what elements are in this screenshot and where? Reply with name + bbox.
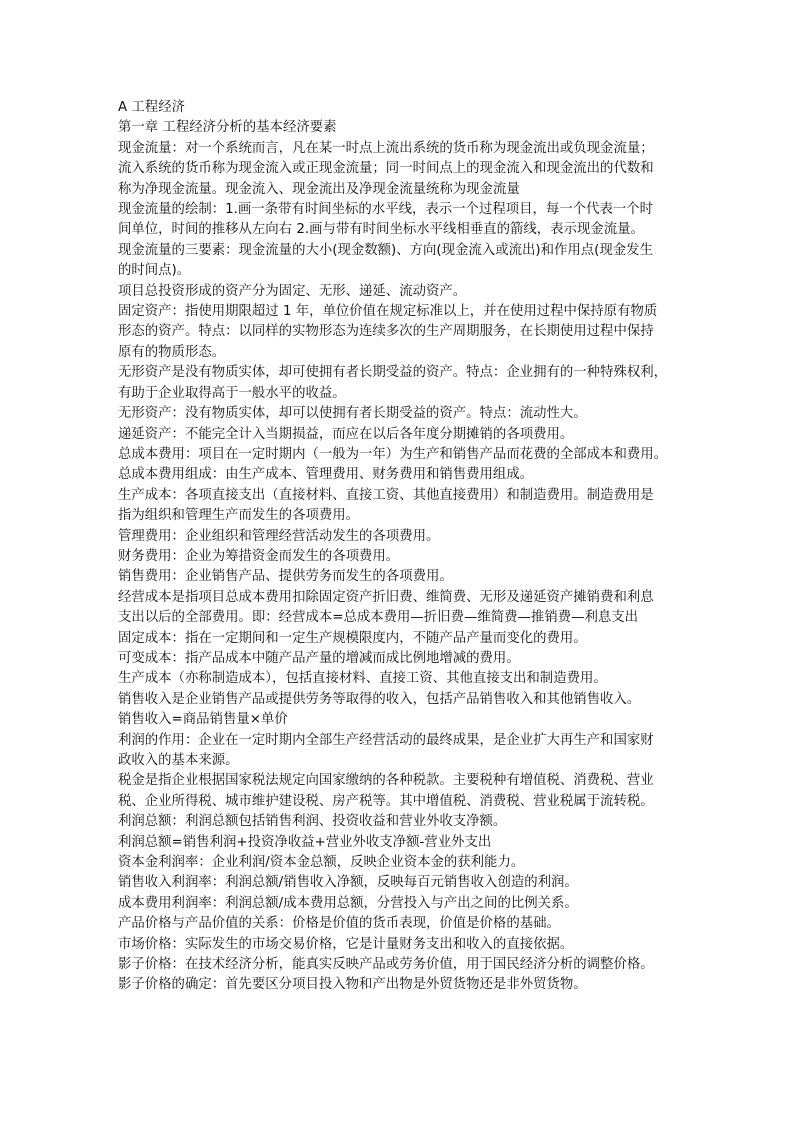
text-line: 可变成本：指产品成本中随产品产量的增减而成比例地增减的费用。 <box>118 650 520 666</box>
text-line: 现金流量的三要素：现金流量的大小(现金数额)、方向(现金流入或流出)和作用点(现金发生 <box>118 242 653 258</box>
text-line: 无形资产：没有物质实体，却可以使拥有者长期受益的资产。特点：流动性大。 <box>118 406 587 422</box>
text-line: 间单位，时间的推移从左向右 2.画与带有时间坐标水平线相垂直的箭线，表示现金流量。 <box>118 222 644 238</box>
text-line: 项目总投资形成的资产分为固定、无形、递延、流动资产。 <box>118 283 467 299</box>
text-line: 财务费用：企业为筹措资金而发生的各项费用。 <box>118 548 400 564</box>
text-line: 现金流量的绘制：1.画一条带有时间坐标的水平线，表示一个过程项目，每一个代表一个时 <box>118 202 654 218</box>
text-line: 利润总额：利润总额包括销售利润、投资收益和营业外收支净额。 <box>118 814 507 830</box>
text-line: 成本费用利润率：利润总额/成本费用总额，分营投入与产出之间的比例关系。 <box>118 895 578 911</box>
text-line: 利润总额=销售利润+投资净收益+营业外收支净额-营业外支出 <box>118 834 492 850</box>
text-line: 总成本费用组成：由生产成本、管理费用、财务费用和销售费用组成。 <box>118 467 534 483</box>
text-line: 销售收入是企业销售产品或提供劳务等取得的收入，包括产品销售收入和其他销售收入。 <box>118 691 641 707</box>
text-line: 流入系统的货币称为现金流入或正现金流量；同一时间点上的现金流入和现金流出的代数和 <box>118 161 654 177</box>
document-body <box>118 98 678 996</box>
text-line: 现金流量：对一个系统而言，凡在某一时点上流出系统的货币称为现金流出或负现金流量； <box>118 140 654 156</box>
text-line: 市场价格：实际发生的市场交易价格，它是计量财务支出和收入的直接依据。 <box>118 936 574 952</box>
text-line: 指为组织和管理生产而发生的各项费用。 <box>118 508 360 524</box>
text-line: 税、企业所得税、城市维护建设税、房产税等。其中增值税、消费税、营业税属于流转税。 <box>118 793 654 809</box>
text-line: 销售收入利润率：利润总额/销售收入净额，反映每百元销售收入创造的利润。 <box>118 875 578 891</box>
text-line: 产品价格与产品价值的关系：价格是价值的货币表现，价值是价格的基础。 <box>118 916 560 932</box>
text-line: 销售收入=商品销售量×单价 <box>118 712 288 728</box>
text-line: 形态的资产。特点：以同样的实物形态为连续多次的生产周期服务，在长期使用过程中保持 <box>118 324 654 340</box>
text-line: 政收入的基本来源。 <box>118 753 239 768</box>
text-line: 管理费用：企业组织和管理经营活动发生的各项费用。 <box>118 528 440 544</box>
text-line: 销售费用：企业销售产品、提供劳务而发生的各项费用。 <box>118 569 453 585</box>
text-line: 影子价格：在技术经济分析，能真实反映产品或劳务价值，用于国民经济分析的调整价格。 <box>118 957 654 973</box>
text-line: 资本金利润率：企业利润/资本金总额，反映企业资本金的获利能力。 <box>118 855 525 871</box>
text-line: 总成本费用：项目在一定时期内（一般为一年）为生产和销售产品而花费的全部成本和费用。 <box>118 446 668 462</box>
text-line: 固定成本：指在一定期间和一定生产规模限度内，不随产品产量而变化的费用。 <box>118 630 587 646</box>
text-line: 生产成本（亦称制造成本），包括直接材料、直接工资、其他直接支出和制造费用。 <box>118 671 607 687</box>
text-line: 生产成本：各项直接支出（直接材料、直接工资、其他直接费用）和制造费用。制造费用是 <box>118 487 654 503</box>
text-line: 税金是指企业根据国家税法规定向国家缴纳的各种税款。主要税种有增值税、消费税、营业 <box>118 773 654 789</box>
document-title: A 工程经济 <box>118 100 185 115</box>
chapter-heading: 第一章 工程经济分析的基本经济要素 <box>118 120 337 136</box>
text-line: 无形资产是没有物质实体，却可使拥有者长期受益的资产。特点：企业拥有的一种特殊权利， <box>118 365 668 381</box>
text-line: 影子价格的确定：首先要区分项目投入物和产出物是外贸货物还是非外贸货物。 <box>118 977 587 993</box>
text-line: 支出以后的全部费用。即：经营成本=总成本费用—折旧费—维简费—推销费—利息支出 <box>118 610 639 626</box>
text-line: 递延资产：不能完全计入当期损益，而应在以后各年度分期摊销的各项费用。 <box>118 426 574 442</box>
text-line: 固定资产：指使用期限超过 1 年，单位价值在规定标准以上，并在使用过程中保持原有物质 <box>118 304 658 320</box>
text-line: 称为净现金流量。现金流入、现金流出及净现金流量统称为现金流量 <box>118 181 520 197</box>
text-line: 利润的作用：企业在一定时期内全部生产经营活动的最终成果，是企业扩大再生产和国家财 <box>118 732 654 748</box>
text-line: 的时间点)。 <box>118 263 191 279</box>
text-line: 经营成本是指项目总成本费用扣除固定资产折旧费、维简费、无形及递延资产摊销费和利息 <box>118 589 654 605</box>
text-line: 有助于企业取得高于一般水平的收益。 <box>118 385 346 401</box>
text-line: 原有的物质形态。 <box>118 344 226 360</box>
